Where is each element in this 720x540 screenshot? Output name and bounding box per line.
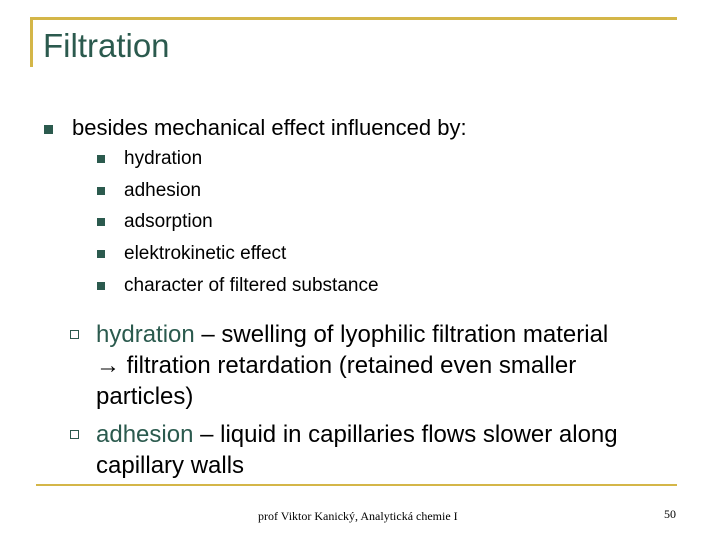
left-border-line [30,17,33,67]
main-point: besides mechanical effect influenced by: [72,115,467,140]
hollow-square-bullet-icon [70,330,79,339]
explanation-term: hydration [96,321,195,348]
explanation-line: → filtration retardation (retained even smaller [96,352,577,379]
square-bullet-icon [97,250,105,258]
factor-item: elektrokinetic effect [124,243,287,264]
page-number: 50 [664,507,676,521]
explanation-line: capillary walls [96,452,245,479]
explanation-line: particles) [96,383,194,410]
explanation-term: adhesion [96,421,194,448]
factor-item: adsorption [124,211,213,232]
explanation-text: – liquid in capillaries flows slower along [193,421,618,448]
top-border-line [30,17,677,20]
square-bullet-icon [44,125,53,134]
factor-item: hydration [124,148,203,169]
bottom-border-line [36,484,677,486]
square-bullet-icon [97,282,105,290]
slide-title: Filtration [43,27,170,64]
explanation-text: – swelling of lyophilic filtration material [194,321,609,348]
square-bullet-icon [97,187,105,195]
explanation-line [96,323,608,347]
factor-item: character of filtered substance [124,275,379,296]
footer-author: prof Viktor Kanický, Analytická chemie I [258,509,458,523]
explanation-line [96,423,618,447]
hollow-square-bullet-icon [70,430,79,439]
square-bullet-icon [97,218,105,226]
factor-item: adhesion [124,180,202,201]
square-bullet-icon [97,155,105,163]
